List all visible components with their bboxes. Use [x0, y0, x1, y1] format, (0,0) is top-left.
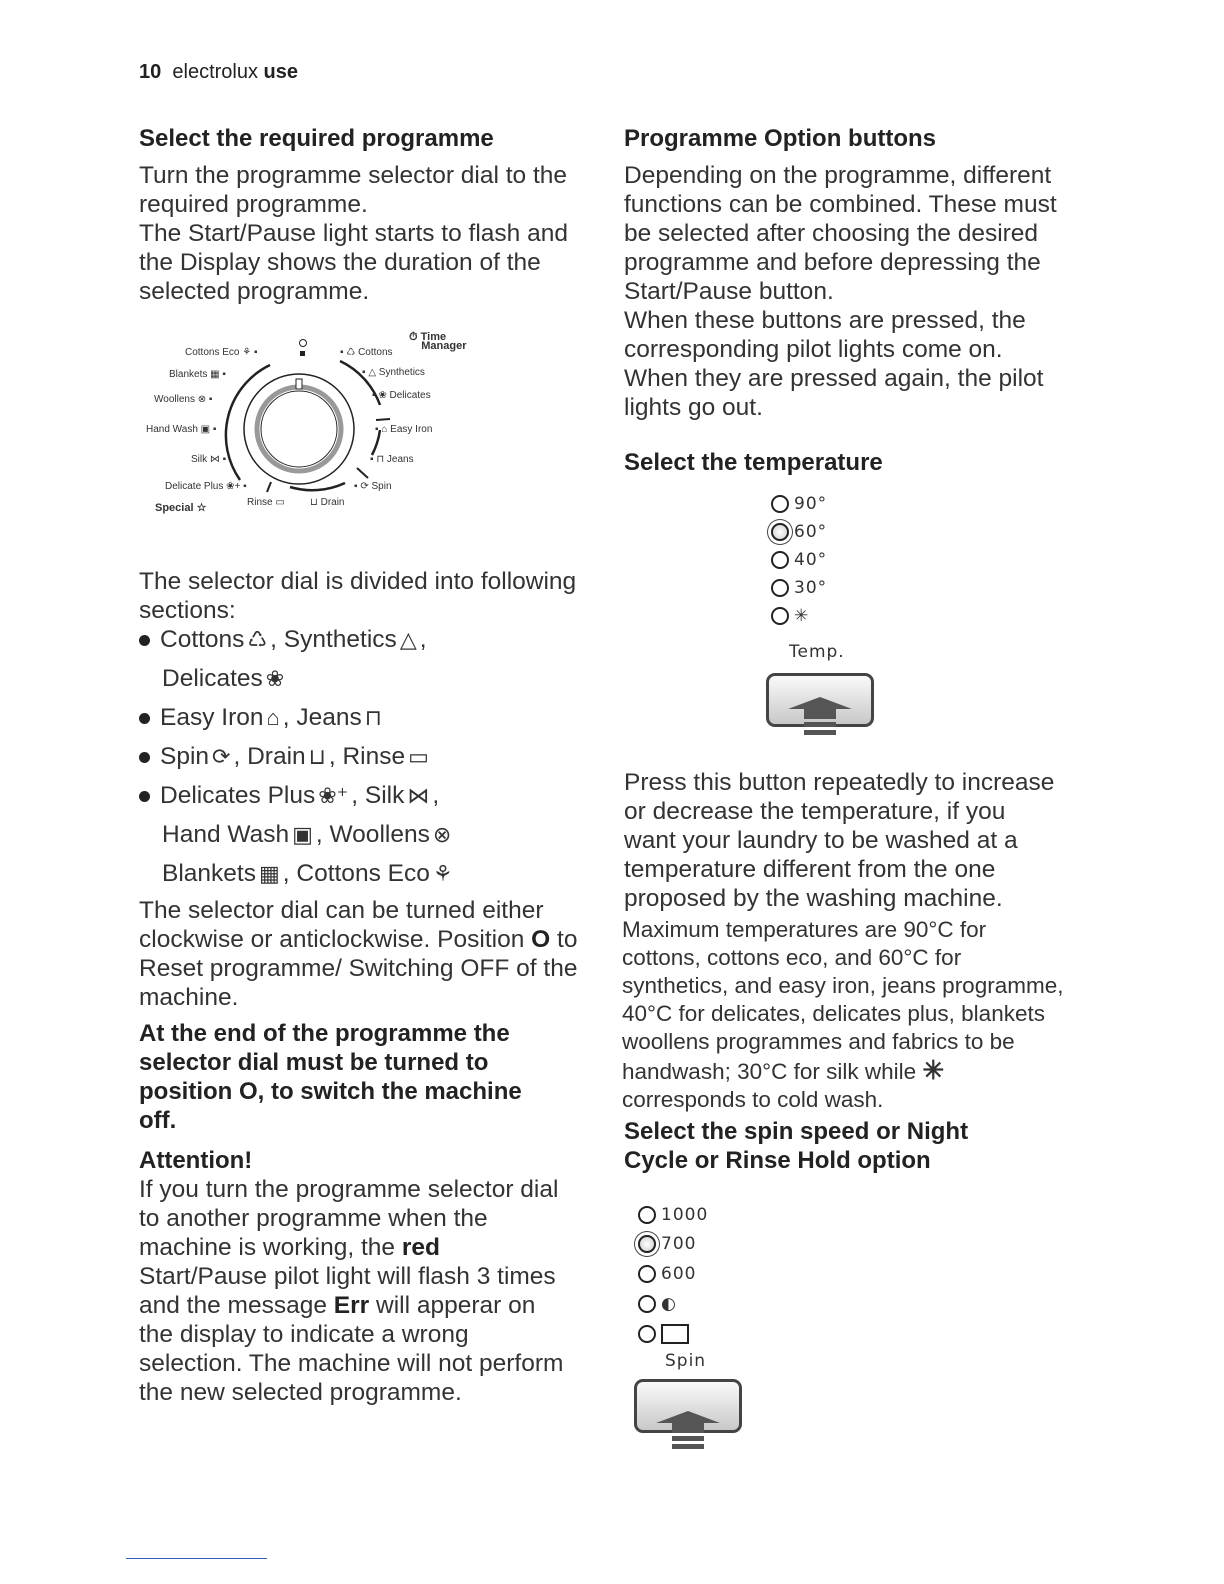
time-manager-label: ⏱ Time Manager: [409, 331, 467, 352]
rinse-hold-icon: [661, 1324, 689, 1344]
bullet-spin: Spin ⟳ , Drain ⊔ , Rinse ▭: [139, 742, 432, 771]
dial-label-spin: ▪ ⟳ Spin: [354, 481, 392, 492]
bullet-delicates: Delicates ❀: [162, 665, 285, 692]
max-temp-text: Maximum temperatures are 90°C for cottons, cottons eco, and 60°C for synthetics, and easy iron, jeans programme, 40°C for delicates, delicates plus, blankets woollens programmes and fabrics to be handwash; 30°C for silk while ✳ corresponds to cold wash.: [622, 917, 1064, 1112]
spin-led-1000: 1000: [638, 1205, 708, 1225]
dial-label-delicate-plus: Delicate Plus ❀+ ▪: [165, 481, 247, 492]
options-text: Depending on the programme, different functions can be combined. These must be selected after choosing the desired programme and before depressing the Start/Pause button. When these buttons are pressed, the corresponding pilot lights come on. When they are pressed again, the pilot lights go out.: [624, 162, 1057, 421]
temp-led-60: 60°: [771, 522, 827, 542]
spin-led-night-cycle: [638, 1294, 677, 1314]
spin-led-600: 600: [638, 1264, 696, 1284]
temp-label: Temp.: [789, 642, 845, 662]
sections-intro: The selector dial is divided into following sections:: [139, 568, 577, 624]
temp-text: Press this button repeatedly to increase or decrease the temperature, if you want your laundry to be washed at a temperature different from the one proposed by the washing machine.: [624, 769, 1055, 912]
dial-label-jeans: ▪ ⊓ Jeans: [370, 454, 414, 465]
cold-wash-icon: ✳: [794, 606, 810, 626]
page-header: 10 electrolux use: [139, 61, 299, 83]
dial-label-rinse: Rinse ▭: [247, 497, 285, 508]
attention-text: If you turn the programme selector dial to another programme when the machine is working, the red Start/Pause pilot light will flash 3 times and the message Err will apperar on the display to indicate a wrong selection. The machine will not perform the new selected programme.: [139, 1176, 564, 1406]
warning-text: At the end of the programme the selector dial must be turned to position O, to switch the machine off.: [139, 1020, 522, 1134]
dial-label-delicates: ▪ ❀ Delicates: [372, 390, 431, 401]
bullet-blankets: Blankets ▦ , Cottons Eco ⚘: [162, 860, 453, 887]
night-cycle-icon: ◐: [661, 1294, 677, 1314]
arrow-up-icon: [788, 697, 852, 739]
cold-wash-icon: ✳: [922, 1055, 945, 1085]
dial-label-silk: Silk ⋈ ▪: [191, 454, 227, 465]
intro-text: Turn the programme selector dial to the required programme. The Start/Pause light starts to flash and the Display shows the duration of the selected programme.: [139, 162, 568, 305]
temp-led-40: 40°: [771, 550, 827, 570]
dial-label-easy-iron: ▪ ⌂ Easy Iron: [375, 424, 433, 435]
dial-label-hand-wash: Hand Wash ▣ ▪: [146, 424, 217, 435]
heading-temperature: Select the temperature: [624, 449, 883, 476]
heading-select-programme: Select the required programme: [139, 125, 494, 152]
spin-label: Spin: [665, 1351, 707, 1371]
dial-label-special: Special ☆: [155, 502, 207, 514]
temp-led-cold: [771, 606, 809, 626]
heading-spin: Select the spin speed or Night Cycle or Rinse Hold option: [624, 1118, 969, 1174]
bullet-cottons: Cottons ♺ , Synthetics △ ,: [139, 625, 427, 654]
temp-led-30: 30°: [771, 578, 827, 598]
temp-led-90: 90°: [771, 494, 827, 514]
dial-label-blankets: Blankets ▦ ▪: [169, 369, 226, 380]
dial-label-woollens: Woollens ⊗ ▪: [154, 394, 213, 405]
footnote-rule: [126, 1558, 267, 1559]
programme-dial-diagram: [140, 325, 490, 525]
dial-label-synthetics: ▪ △ Synthetics: [362, 367, 425, 378]
turn-text: The selector dial can be turned either clockwise or anticlockwise. Position O to Reset programme/ Switching OFF of the machine.: [139, 897, 578, 1011]
dial-label-cottons: ▪ ♺ Cottons: [340, 347, 393, 358]
dial-label-cottons-eco: Cottons Eco ⚘ ▪: [185, 347, 258, 358]
spin-led-700: 700: [638, 1234, 696, 1254]
attention-heading: Attention!: [139, 1147, 253, 1174]
arrow-up-icon: [656, 1411, 720, 1453]
heading-option-buttons: Programme Option buttons: [624, 125, 936, 152]
bullet-easy-iron: Easy Iron ⌂ , Jeans ⊓: [139, 703, 385, 732]
dial-label-drain: ⊔ Drain: [310, 497, 345, 508]
bullet-hand-wash: Hand Wash ▣ , Woollens ⊗: [162, 821, 452, 848]
bullet-delicates-plus: Delicates Plus ❀⁺ , Silk ⋈ ,: [139, 781, 439, 810]
spin-led-rinse-hold: [638, 1324, 689, 1344]
